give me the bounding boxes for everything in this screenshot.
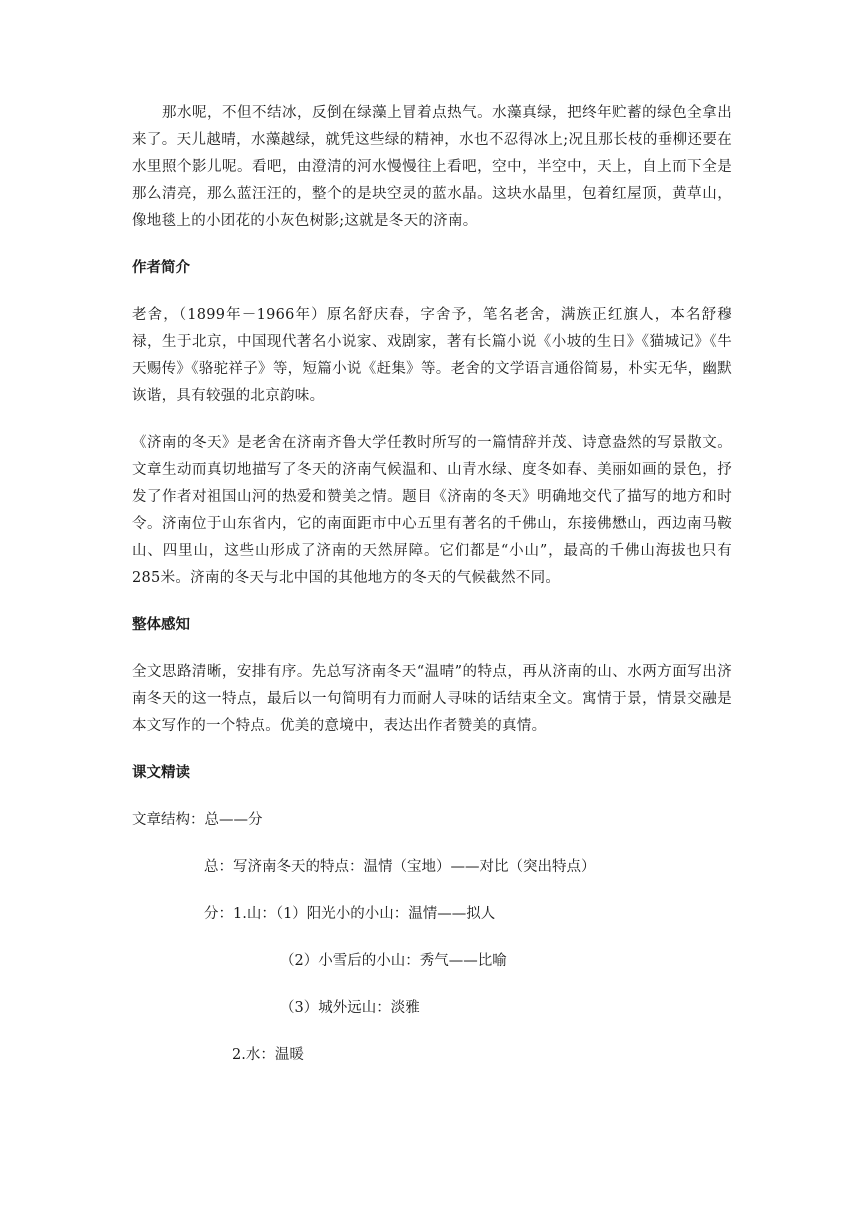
paragraph-background: 《济南的冬天》是老舍在济南齐鲁大学任教时所写的一篇情辞并茂、诗意盎然的写景散文。文章生动而真切地描写了冬天的济南气候温和、山青水绿、度冬如春、美丽如画的景色，抒发了作者对祖国山河的热爱和赞美之情。题目《济南的冬天》明确地交代了描写的地方和时令。济南位于山东省内，它的南面距市中心五里有著名的千佛山，东接佛懋山，西边南马鞍山、四里山，这些山形成了济南的天然屏障。它们都是“小山”，最高的千佛山海拔也只有285米。济南的冬天与北中国的其他地方的冬天的气候截然不同。 [132, 435, 732, 586]
structure-fen-1-2: （2）小雪后的小山：秀气——比喻 [280, 953, 507, 969]
paragraph-overall: 全文思路清晰，安排有序。先总写济南冬天“温晴”的特点，再从济南的山、水两方面写出济南冬天的这一特点，最后以一句简明有力而耐人寻味的话结束全文。寓情于景，情景交融是本文写作的一个特点。优美的意境中，表达出作者赞美的真情。 [132, 664, 732, 734]
heading-close-reading: 课文精读 [132, 765, 190, 781]
structure-zong: 总：写济南冬天的特点：温情（宝地）——对比（突出特点） [204, 859, 596, 875]
heading-overall-feel: 整体感知 [132, 617, 190, 633]
paragraph-author: 老舍，（1899年－1966年）原名舒庆春，字舍予，笔名老舍，满族正红旗人，本名舒穆禄，生于北京，中国现代著名小说家、戏剧家，著有长篇小说《小坡的生日》《猫城记》《牛天赐传》《骆驼祥子》等，短篇小说《赶集》等。老舍的文学语言通俗简易，朴实无华，幽默诙谐，具有较强的北京韵味。 [132, 307, 732, 404]
structure-fen-1: 分：1.山：（1）阳光小的小山：温情——拟人 [204, 906, 496, 922]
structure-fen-2: 2.水：温暖 [232, 1047, 304, 1063]
structure-fen-1-3: （3）城外远山：淡雅 [280, 1000, 420, 1016]
structure-title: 文章结构：总——分 [132, 812, 263, 828]
paragraph-water: 那水呢，不但不结冰，反倒在绿藻上冒着点热气。水藻真绿，把终年贮蓄的绿色全拿出来了。天儿越晴，水藻越绿，就凭这些绿的精神，水也不忍得冰上;况且那长枝的垂柳还要在水里照个影儿呢。看吧，由澄清的河水慢慢往上看吧，空中，半空中，天上，自上而下全是那么清亮，那么蓝汪汪的，整个的是块空灵的蓝水晶。这块水晶里，包着红屋顶，黄草山，像地毯上的小团花的小灰色树影;这就是冬天的济南。 [132, 105, 732, 229]
heading-author-intro: 作者简介 [132, 260, 190, 276]
document-page [132, 100, 732, 1069]
